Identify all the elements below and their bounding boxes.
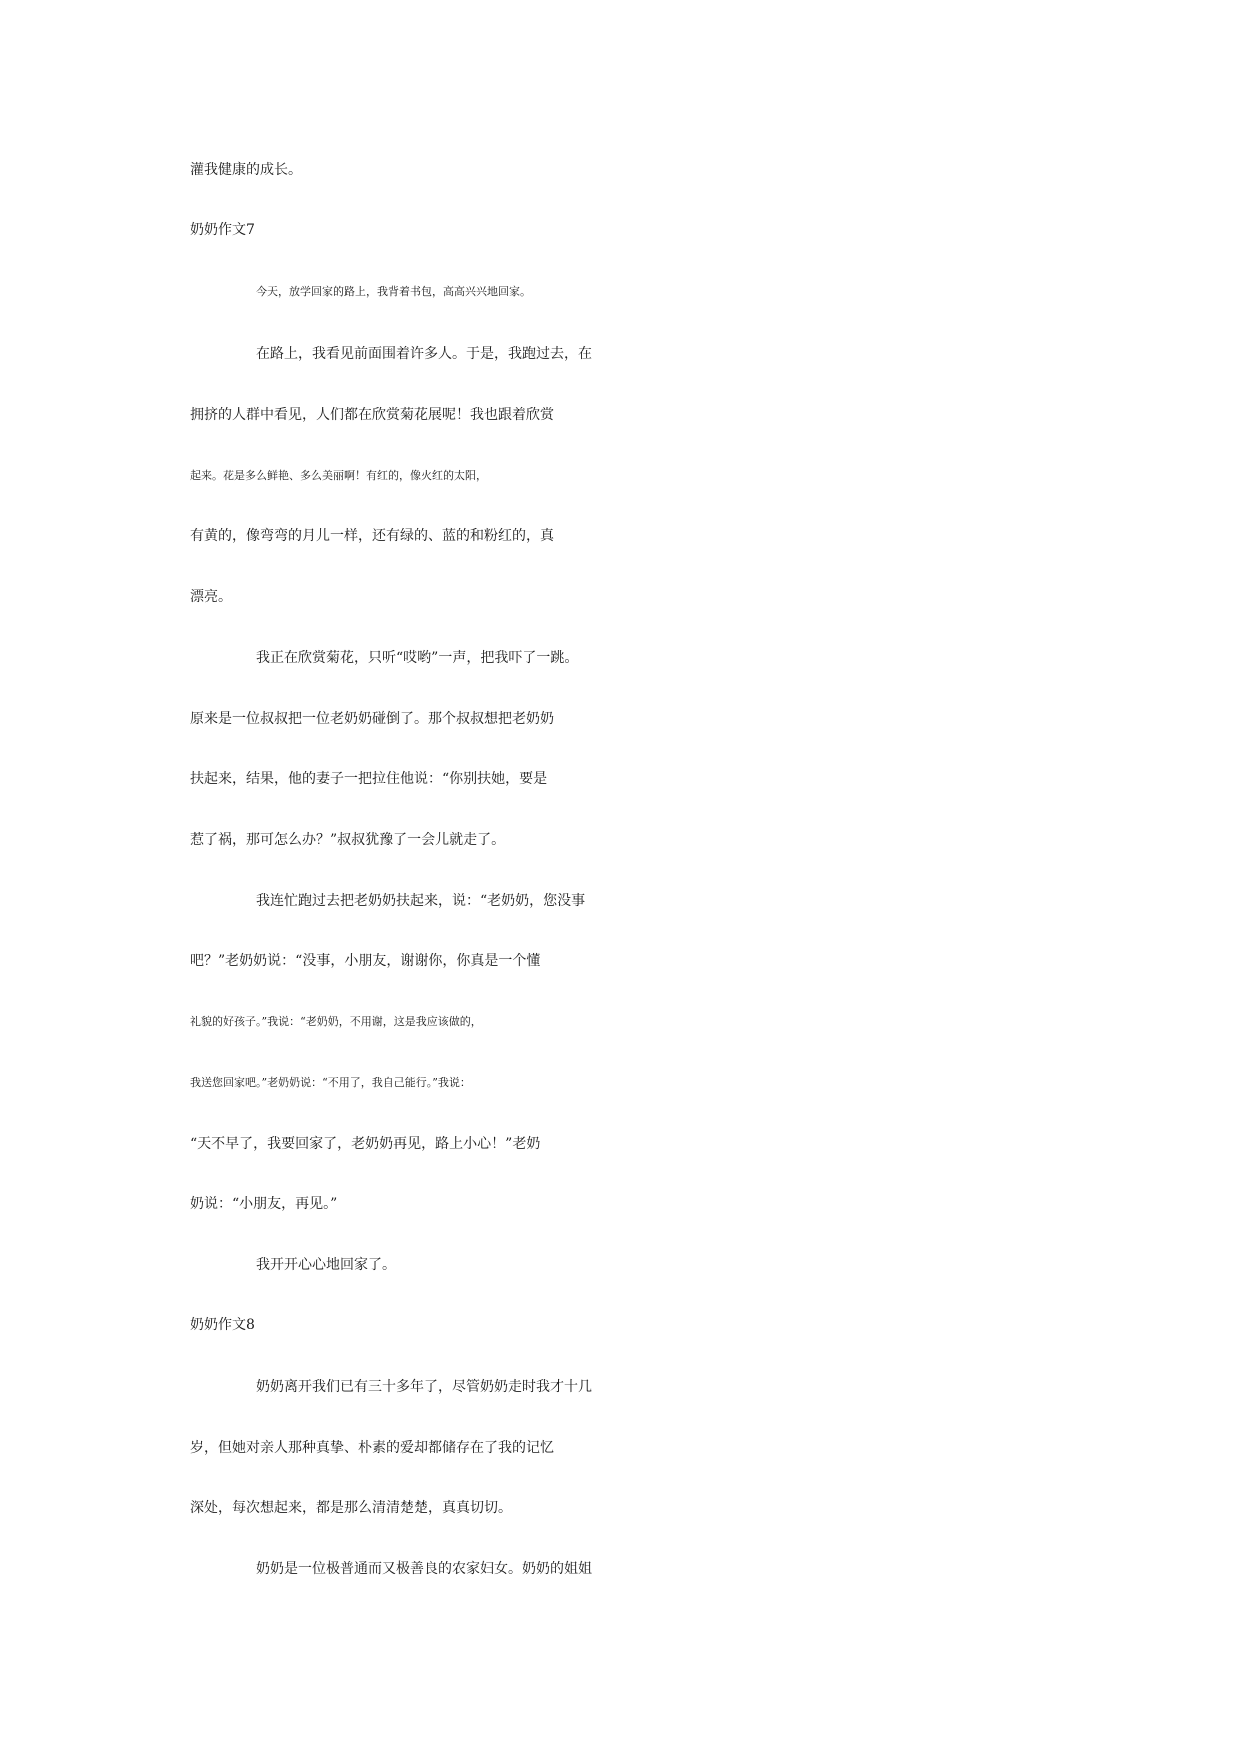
paragraph-line: 我连忙跑过去把老奶奶扶起来，说：“老奶奶，您没事 [256, 893, 586, 909]
paragraph-line: 漂亮。 [190, 589, 232, 605]
paragraph-line: 我送您回家吧。”老奶奶说：“不用了，我自己能行。”我说： [190, 1076, 471, 1089]
paragraph-line: 有黄的，像弯弯的月儿一样，还有绿的、蓝的和粉红的，真 [190, 528, 554, 544]
paragraph-line: 吧？”老奶奶说：“没事，小朋友，谢谢你，你真是一个懂 [190, 953, 541, 969]
paragraph-line: 拥挤的人群中看见，人们都在欣赏菊花展呢！我也跟着欣赏 [190, 407, 554, 423]
paragraph-line: 岁，但她对亲人那种真挚、朴素的爱却都储存在了我的记忆 [190, 1440, 554, 1456]
paragraph-line: 起来。花是多么鲜艳、多么美丽啊！有红的，像火红的太阳， [190, 469, 487, 482]
section-heading: 奶奶作文7 [190, 222, 255, 238]
paragraph-line: “天不早了，我要回家了，老奶奶再见，路上小心！”老奶 [190, 1136, 541, 1152]
paragraph-line: 奶奶是一位极普通而又极善良的农家妇女。奶奶的姐姐 [256, 1561, 592, 1577]
paragraph-line: 扶起来，结果，他的妻子一把拉住他说：“你别扶她，要是 [190, 771, 548, 787]
paragraph-line: 惹了祸，那可怎么办？”叔叔犹豫了一会儿就走了。 [190, 832, 506, 848]
paragraph-line: 在路上，我看见前面围着许多人。于是，我跑过去，在 [256, 346, 592, 362]
paragraph-line: 我正在欣赏菊花，只听“哎哟”一声，把我吓了一跳。 [256, 650, 579, 666]
paragraph-line: 深处，每次想起来，都是那么清清楚楚，真真切切。 [190, 1500, 512, 1516]
paragraph-line: 礼貌的好孩子。”我说：“老奶奶，不用谢，这是我应该做的， [190, 1015, 482, 1028]
paragraph-line: 奶说：“小朋友，再见。” [190, 1196, 338, 1212]
paragraph-line: 奶奶离开我们已有三十多年了，尽管奶奶走时我才十几 [256, 1379, 592, 1395]
text-line: 灌我健康的成长。 [190, 162, 302, 178]
paragraph-line: 今天，放学回家的路上，我背着书包，高高兴兴地回家。 [256, 285, 531, 298]
paragraph-line: 原来是一位叔叔把一位老奶奶碰倒了。那个叔叔想把老奶奶 [190, 711, 554, 727]
section-heading: 奶奶作文8 [190, 1317, 255, 1333]
paragraph-line: 我开开心心地回家了。 [256, 1257, 396, 1273]
